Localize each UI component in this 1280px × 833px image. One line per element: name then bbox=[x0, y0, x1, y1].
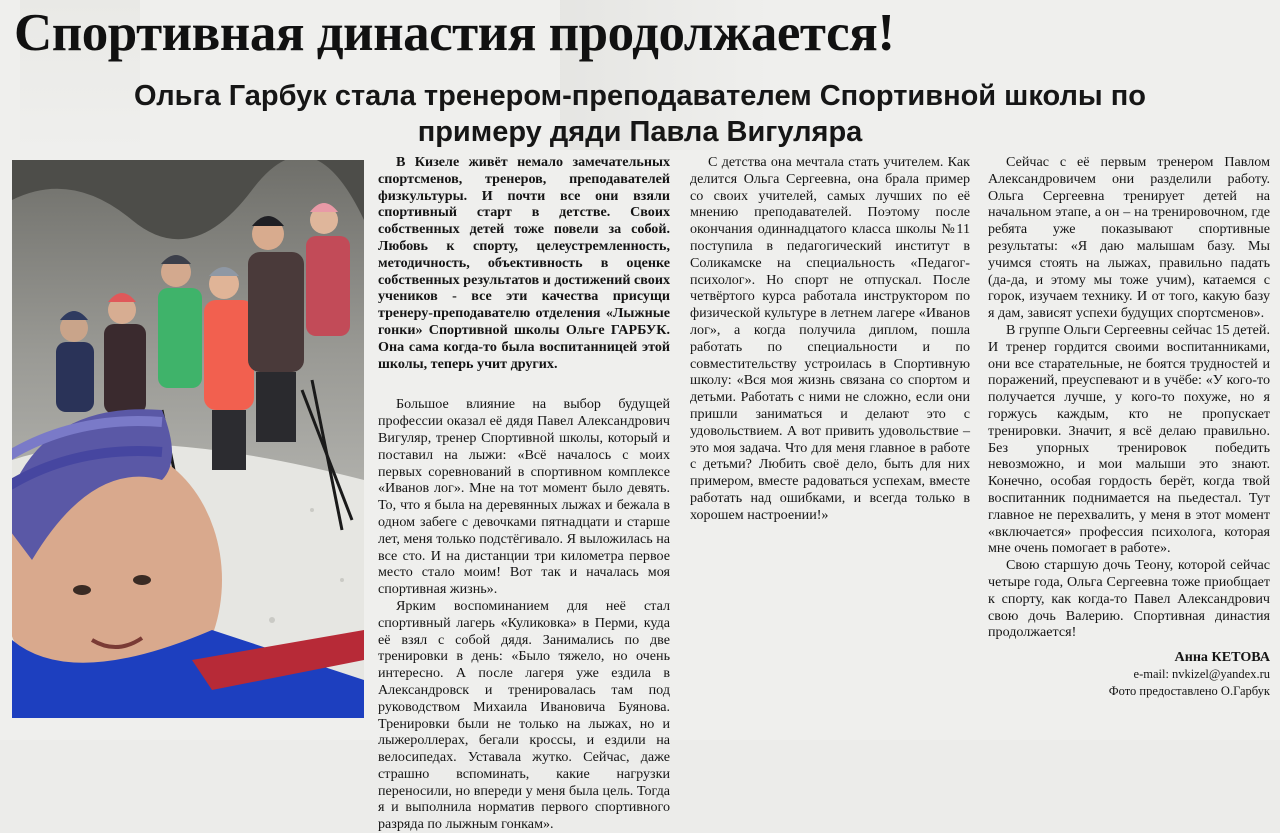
article-paragraph: С детства она мечтала стать учителем. Как делится Ольга Сергеевна, она брала пример со своих учителей, самых лучших по её мнению преподавателей. Поэтому после окончания одиннадцатого класса школы №11 поступила в педагогический институт в Соликамске на специальность «Педагог-психолог». Но спорт не отпускал. После четвёртого курса работала инструктором по физической культуре в летнем лагере «Иванов лог», а когда получила диплом, пошла работать по специальности и по совместительству устроилась в Спортивную школу: «Вся моя жизнь связана со спортом и детьми. Работать с ними не сложно, если они пришли заниматься и делают это с удовольствием. А вот привить удовольствие – это моя задача. Что для меня главное в работе с детьми? Любить своё дело, быть для них примером, вместе радоваться успехам, вместе работать над ошибками, и всегда только в хорошем настроении!» bbox=[690, 154, 970, 523]
article-column-3 bbox=[988, 154, 1270, 700]
article-paragraph: Ярким воспоминанием для неё стал спортивный лагерь «Куликовка» в Перми, куда её взял с собой дядя. Занимались по две тренировки в день: «Было тяжело, но очень интересно. А после лагеря уже ездила в Александровск и тренировалась там под руководством Михаила Ивановича Буянова. Тренировки были не только на лыжах, но и лыжероллерах, бегали кроссы, и ездили на велосипедах. Уставала жутко. Сейчас, даже страшно вспоминать, какие нагрузки переносили, но впереди у меня была цель. Тогда я и выполнила норматив первого спортивного разряда по лыжным гонкам». bbox=[378, 597, 670, 833]
author-email: e-mail: nvkizel@yandex.ru bbox=[1133, 666, 1270, 681]
article-photo bbox=[12, 160, 364, 718]
skiers-photo-illustration bbox=[12, 160, 364, 718]
photo-credit: Фото предоставлено О.Гарбук bbox=[1108, 683, 1270, 698]
article-column-1 bbox=[378, 154, 670, 833]
article-paragraph: Большое влияние на выбор будущей профессии оказал её дядя Павел Александрович Вигуляр, тренер Спортивной школы, который и поставил на лыжи: «Всё началось с моих первых соревнований в спортивном комплексе «Иванов лог». Мне на тот момент было девять. То, что я была на деревянных лыжах и бежала в одном забеге с девочками пятнадцати и старше лет, меня только подстёгивало. Я выложилась на все сто. И на дистанции три километра первое место стало моим! Вот так и началась моя спортивная жизнь». bbox=[378, 396, 670, 598]
article-paragraph: В группе Ольги Сергеевны сейчас 15 детей. И тренер гордится своими воспитанниками, они все старательные, не боятся трудностей и поражений, преуспевают и в учёбе: «У кого-то получается лучше, у кого-то похуже, но я горжусь каждым, кто не пропускает тренировки. Значит, я всё делаю правильно. Без упорных тренировок победить невозможно, и мои малыши это знают. Конечно, особая гордость берёт, когда твой воспитанник поднимается на пьедестал. Тут главное не перехвалить, у меня в этот момент «включается» профессия психолога, которая мне очень помогает в работе». bbox=[988, 321, 1271, 557]
article-headline: Спортивная династия продолжается! bbox=[14, 4, 895, 62]
article-column-2 bbox=[690, 154, 970, 524]
article-paragraph: Свою старшую дочь Теону, которой сейчас четыре года, Ольга Сергеевна тоже приобщает к спорту, как когда-то Павел Александрович свою дочь Валерию. Спортивная династия продолжается! bbox=[988, 557, 1270, 641]
author-name: Анна КЕТОВА bbox=[1174, 649, 1270, 666]
article-subheadline: Ольга Гарбук стала тренером-преподавателем Спортивной школы по примеру дяди Павла Вигуляра bbox=[134, 80, 1146, 148]
article-paragraph: Сейчас с её первым тренером Павлом Александровичем они разделили работу. Ольга Сергеевна тренирует детей на начальном этапе, а он – на тренировочном, где ребята уже показывают спортивные результаты: «Я даю малышам базу. Мы учимся стоять на лыжах, правильно падать (да-да, и этому мы тоже учим), катаемся с горок, изучаем технику. И от того, какую базу я дам, зависят успехи будущих спортсменов». bbox=[988, 154, 1270, 322]
article-lead: В Кизеле живёт немало замечательных спортсменов, тренеров, преподавателей физкультуры. И почти все они взяли спортивный старт в детстве. Своих собственных детей тоже повели за собой. Любовь к спорту, целеустремленность, методичность, объективность в оценке собственных результатов и достижений своих учеников - все эти качества присущи тренеру-преподавателю отделения «Лыжные гонки» Спортивной школы Ольге ГАРБУК. Она сама когда-то была воспитанницей этой школы, теперь учит других. bbox=[378, 154, 670, 372]
